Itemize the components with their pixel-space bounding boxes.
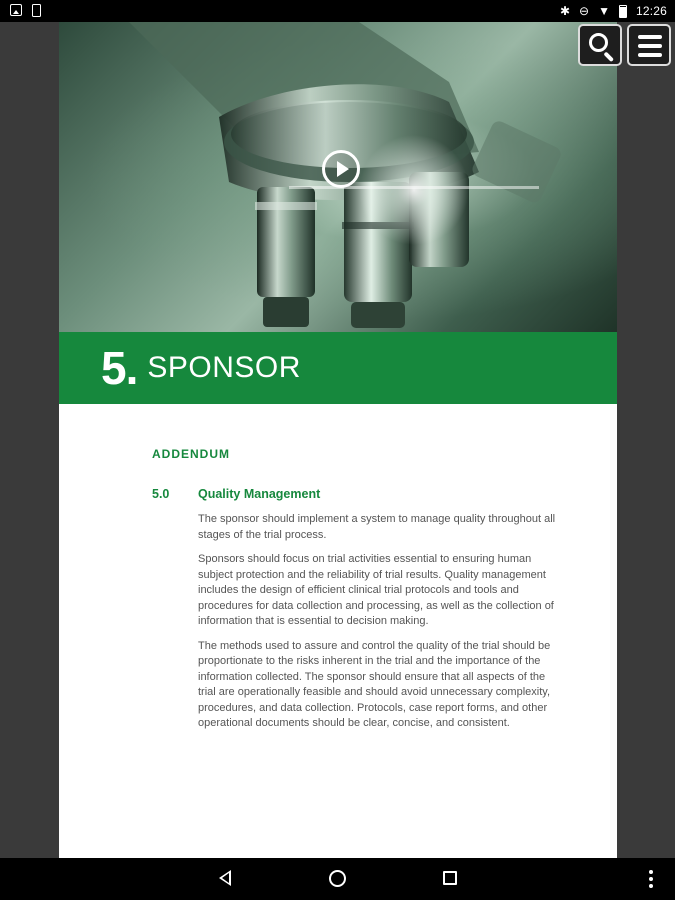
wifi-icon: ▼ [598,4,610,18]
battery-icon [619,5,627,18]
paragraph: Sponsors should focus on trial activities essential to ensuring human subject protection and the reliability of trial results. Quality management includes the design of efficient clinical trial protocols and tools and procedures for data collection and processing, as well as the collection of information that is essential to decision making. [198,553,554,627]
chapter-number: 5. [101,342,138,394]
back-icon[interactable] [219,870,231,886]
section-number: 5.0 [152,487,170,501]
status-time: 12:26 [635,4,667,18]
hero-image [59,22,617,332]
chapter-title: SPONSOR [147,351,301,384]
section-title: Quality Management [198,487,321,501]
paragraph: The methods used to assure and control the quality of the trial should be proportionate to the risks inherent in the trial and the importance of the information collected. The sponsor should ensure that all aspects of the trial are operationally feasible and should avoid unnecessary complexity, procedures, and data collection. Protocols, case report forms, and other operational documents should be clear, concise, and consistent. [198,639,551,729]
paragraph: The sponsor should implement a system to manage quality throughout all stages of the trial process. [198,513,556,541]
search-button[interactable] [578,24,622,66]
phone-icon [32,4,41,17]
section-body [198,512,560,741]
play-icon[interactable] [322,150,360,188]
image-icon [10,4,22,16]
bluetooth-icon: ✱ [559,4,571,18]
more-icon[interactable] [649,870,653,888]
addendum-label: ADDENDUM [152,447,230,461]
navigation-bar [0,858,675,900]
home-icon[interactable] [329,870,346,887]
menu-button[interactable] [627,24,671,66]
document-page[interactable] [59,22,617,858]
do-not-disturb-icon: ⊖ [579,4,590,18]
chapter-banner [59,332,617,404]
recents-icon[interactable] [443,871,457,885]
status-bar [0,0,675,22]
